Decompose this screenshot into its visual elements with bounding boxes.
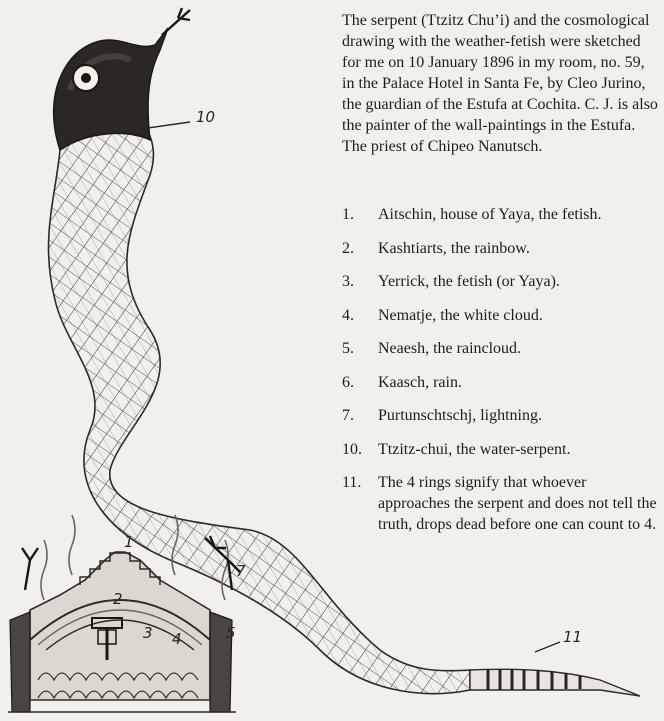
legend-item (342, 472, 660, 535)
label-5: 5 (226, 624, 236, 642)
legend-list (342, 204, 660, 548)
legend-number: 2. (342, 239, 354, 257)
legend-item (342, 405, 660, 426)
legend-item (342, 238, 660, 259)
legend-number: 10. (342, 440, 362, 458)
legend-text: Yerrick, the fetish (or Yaya). (378, 273, 560, 290)
label-10: 10 (196, 108, 216, 126)
label-4: 4 (172, 630, 182, 648)
label-2: 2 (113, 590, 123, 608)
legend-number: 3. (342, 273, 354, 290)
legend-number: 5. (342, 340, 354, 357)
legend-text: Kaasch, rain. (378, 373, 462, 391)
legend-number: 1. (342, 206, 354, 223)
legend-text: Ttzitz-chui, the water-serpent. (378, 440, 571, 458)
legend-item (342, 338, 660, 359)
label-7: 7 (236, 562, 246, 580)
legend-number: 6. (342, 373, 354, 391)
label-10-leader (148, 122, 190, 128)
legend-item (342, 439, 660, 460)
legend-text: Nematje, the white cloud. (378, 306, 543, 324)
legend-item (342, 271, 660, 292)
legend-item (342, 305, 660, 326)
caption-text: The serpent (Ttzitz Chu’i) and the cosmological drawing with the weather-fetish were sketched for me on 10 January 1896 in my room, no. 59, in the Palace Hotel in Santa Fe, by Cleo Jurino, the guardian of the Estufa at Cochita. C. J. is also the painter of the wall-paintings in the Estufa. The priest of Chipeo Nanutsch. (342, 12, 658, 155)
label-1: 1 (124, 533, 134, 551)
legend-text: The 4 rings signify that whoever approaches the serpent and does not tell the truth, drops dead before one can count to 4. (378, 474, 657, 533)
legend-text: Aitschin, house of Yaya, the fetish. (378, 206, 602, 223)
serpent-tail (470, 669, 640, 696)
legend-text: Kashtiarts, the rainbow. (378, 239, 530, 257)
legend-text: Neaesh, the raincloud. (378, 340, 522, 357)
label-11-leader (535, 642, 560, 652)
legend-number: 4. (342, 306, 354, 324)
legend-item (342, 204, 660, 225)
legend-number: 7. (342, 407, 354, 424)
legend-number: 11. (342, 474, 362, 491)
label-11: 11 (563, 628, 583, 646)
legend-item (342, 372, 660, 393)
serpent-head (54, 8, 190, 150)
label-3: 3 (143, 624, 153, 642)
legend-text: Purtunschtschj, lightning. (378, 407, 542, 424)
